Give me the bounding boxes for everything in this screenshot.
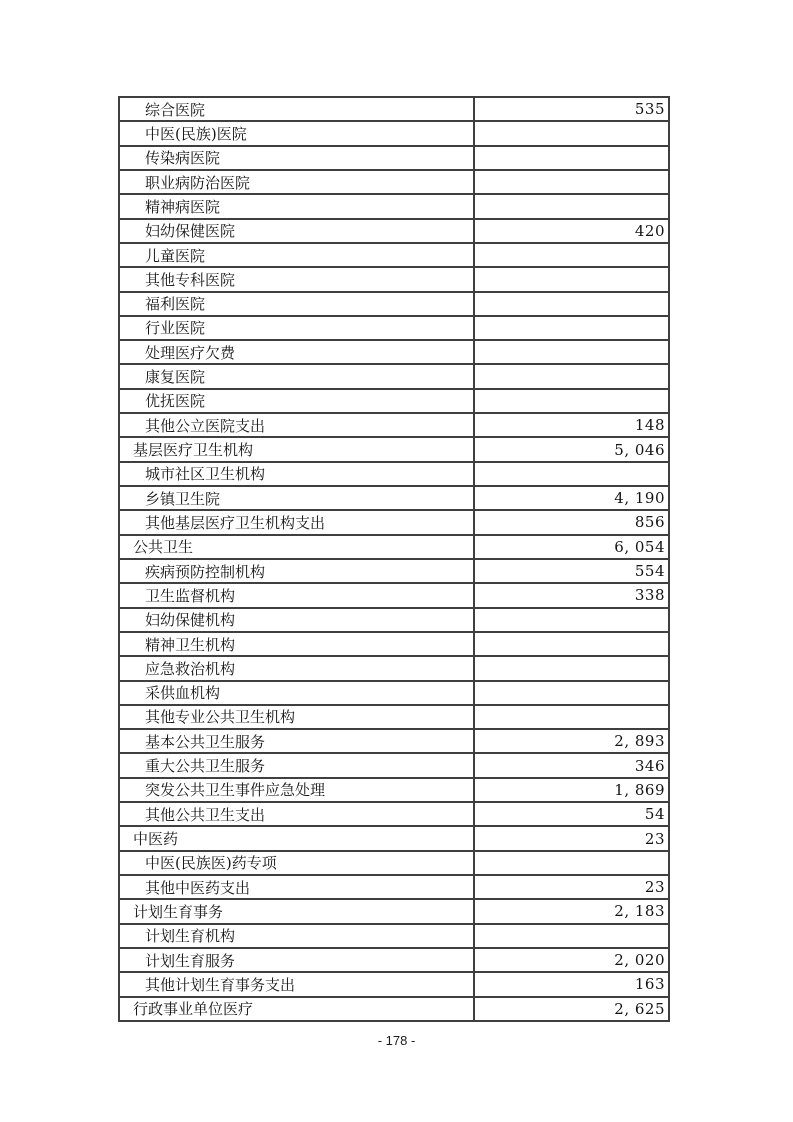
- amount-value: [474, 681, 669, 705]
- amount-value: [474, 632, 669, 656]
- amount-value: 2, 625: [474, 997, 669, 1021]
- page-number: - 178 -: [377, 1033, 416, 1048]
- table-row: [119, 292, 669, 316]
- table-row: [119, 656, 669, 680]
- table-row: [119, 851, 669, 875]
- amount-value: 6, 054: [474, 535, 669, 559]
- table-row: [119, 510, 669, 534]
- table-row: [119, 681, 669, 705]
- amount-value: [474, 121, 669, 145]
- table-row: [119, 972, 669, 996]
- amount-value: 2, 183: [474, 899, 669, 923]
- table-row: [119, 194, 669, 218]
- table-row: [119, 486, 669, 510]
- item-label: 中医药: [119, 826, 474, 850]
- amount-value: 54: [474, 802, 669, 826]
- item-label: 职业病防治医院: [119, 170, 474, 194]
- amount-value: [474, 462, 669, 486]
- table-row: [119, 875, 669, 899]
- item-label: 其他专科医院: [119, 267, 474, 291]
- item-label: 行业医院: [119, 316, 474, 340]
- table-row: [119, 559, 669, 583]
- item-label: 综合医院: [119, 97, 474, 121]
- table-row: [119, 462, 669, 486]
- item-label: 突发公共卫生事件应急处理: [119, 778, 474, 802]
- amount-value: 2, 020: [474, 948, 669, 972]
- item-label: 中医(民族医)药专项: [119, 851, 474, 875]
- table-row: [119, 948, 669, 972]
- table-row: [119, 583, 669, 607]
- table-row: [119, 632, 669, 656]
- table-row: [119, 340, 669, 364]
- budget-table: [118, 96, 670, 1022]
- table-row: [119, 826, 669, 850]
- item-label: 基本公共卫生服务: [119, 729, 474, 753]
- item-label: 卫生监督机构: [119, 583, 474, 607]
- amount-value: [474, 705, 669, 729]
- item-label: 重大公共卫生服务: [119, 753, 474, 777]
- amount-value: [474, 316, 669, 340]
- item-label: 传染病医院: [119, 146, 474, 170]
- table-row: [119, 437, 669, 461]
- item-label: 计划生育事务: [119, 899, 474, 923]
- amount-value: [474, 194, 669, 218]
- amount-value: [474, 243, 669, 267]
- amount-value: [474, 656, 669, 680]
- item-label: 儿童医院: [119, 243, 474, 267]
- item-label: 妇幼保健医院: [119, 219, 474, 243]
- item-label: 城市社区卫生机构: [119, 462, 474, 486]
- table-row: [119, 389, 669, 413]
- item-label: 其他基层医疗卫生机构支出: [119, 510, 474, 534]
- amount-value: 163: [474, 972, 669, 996]
- item-label: 基层医疗卫生机构: [119, 437, 474, 461]
- budget-table-body: [119, 97, 669, 1021]
- amount-value: 346: [474, 753, 669, 777]
- table-row: [119, 705, 669, 729]
- table-row: [119, 753, 669, 777]
- item-label: 公共卫生: [119, 535, 474, 559]
- table-row: [119, 146, 669, 170]
- table-row: [119, 316, 669, 340]
- item-label: 处理医疗欠费: [119, 340, 474, 364]
- table-row: [119, 267, 669, 291]
- table-row: [119, 243, 669, 267]
- amount-value: 338: [474, 583, 669, 607]
- item-label: 福利医院: [119, 292, 474, 316]
- item-label: 康复医院: [119, 364, 474, 388]
- item-label: 乡镇卫生院: [119, 486, 474, 510]
- amount-value: [474, 924, 669, 948]
- item-label: 妇幼保健机构: [119, 608, 474, 632]
- item-label: 计划生育机构: [119, 924, 474, 948]
- item-label: 行政事业单位医疗: [119, 997, 474, 1021]
- table-row: [119, 802, 669, 826]
- amount-value: [474, 146, 669, 170]
- amount-value: 23: [474, 875, 669, 899]
- item-label: 其他计划生育事务支出: [119, 972, 474, 996]
- table-row: [119, 924, 669, 948]
- amount-value: 148: [474, 413, 669, 437]
- table-row: [119, 413, 669, 437]
- table-row: [119, 608, 669, 632]
- table-row: [119, 997, 669, 1021]
- amount-value: 535: [474, 97, 669, 121]
- amount-value: 2, 893: [474, 729, 669, 753]
- item-label: 应急救治机构: [119, 656, 474, 680]
- table-row: [119, 170, 669, 194]
- table-row: [119, 121, 669, 145]
- table-row: [119, 219, 669, 243]
- amount-value: [474, 340, 669, 364]
- amount-value: [474, 267, 669, 291]
- table-row: [119, 778, 669, 802]
- table-row: [119, 899, 669, 923]
- table-row: [119, 364, 669, 388]
- amount-value: [474, 389, 669, 413]
- amount-value: 4, 190: [474, 486, 669, 510]
- amount-value: 420: [474, 219, 669, 243]
- amount-value: 1, 869: [474, 778, 669, 802]
- item-label: 优抚医院: [119, 389, 474, 413]
- item-label: 计划生育服务: [119, 948, 474, 972]
- amount-value: [474, 364, 669, 388]
- item-label: 其他中医药支出: [119, 875, 474, 899]
- amount-value: 5, 046: [474, 437, 669, 461]
- amount-value: 856: [474, 510, 669, 534]
- item-label: 其他公立医院支出: [119, 413, 474, 437]
- amount-value: 554: [474, 559, 669, 583]
- item-label: 采供血机构: [119, 681, 474, 705]
- item-label: 精神病医院: [119, 194, 474, 218]
- item-label: 疾病预防控制机构: [119, 559, 474, 583]
- amount-value: [474, 292, 669, 316]
- table-row: [119, 97, 669, 121]
- item-label: 其他专业公共卫生机构: [119, 705, 474, 729]
- amount-value: [474, 170, 669, 194]
- table-row: [119, 729, 669, 753]
- amount-value: [474, 851, 669, 875]
- amount-value: [474, 608, 669, 632]
- amount-value: 23: [474, 826, 669, 850]
- item-label: 中医(民族)医院: [119, 121, 474, 145]
- table-row: [119, 535, 669, 559]
- item-label: 其他公共卫生支出: [119, 802, 474, 826]
- item-label: 精神卫生机构: [119, 632, 474, 656]
